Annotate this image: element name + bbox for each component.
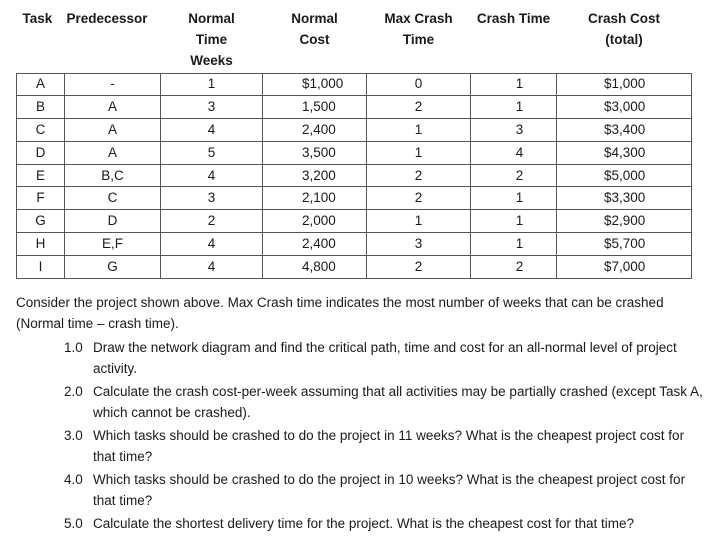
cell-task: H: [17, 233, 65, 256]
cell-crash-cost: $4,300: [557, 141, 692, 164]
cell-normal-cost: 2,100: [263, 187, 367, 210]
cell-normal-time: 4: [161, 233, 263, 256]
question-item: [64, 513, 704, 534]
question-text: Calculate the shortest delivery time for the project. What is the cheapest cost for that time?: [93, 516, 635, 531]
cell-max-crash-time: 1: [367, 141, 471, 164]
table-body: [17, 73, 692, 278]
header-task: Task: [22, 11, 53, 26]
header-normal-cost: Normal Cost: [291, 11, 338, 47]
cell-max-crash-time: 3: [367, 233, 471, 256]
cell-crash-time: 1: [471, 187, 557, 210]
cell-normal-cost: 2,400: [263, 119, 367, 142]
cell-task: A: [17, 73, 65, 96]
cell-task: B: [17, 96, 65, 119]
cell-task: C: [17, 119, 65, 142]
intro-paragraph: Consider the project shown above. Max Crash time indicates the most number of weeks that can be crashed (Normal time – crash time).: [16, 295, 664, 331]
cell-normal-cost: $1,000: [263, 73, 367, 96]
question-list: [64, 337, 704, 536]
cell-task: E: [17, 164, 65, 187]
question-number: 3.0: [64, 428, 83, 443]
cell-predecessor: C: [65, 187, 161, 210]
header-max-crash-time: Max Crash Time: [384, 11, 453, 47]
header-predecessor: Predecessor: [66, 11, 148, 26]
cell-predecessor: E,F: [65, 233, 161, 256]
cell-normal-cost: 3,500: [263, 141, 367, 164]
cell-normal-time: 3: [161, 96, 263, 119]
project-crash-table: [16, 6, 692, 279]
cell-predecessor: A: [65, 141, 161, 164]
question-number: 4.0: [64, 472, 83, 487]
cell-task: G: [17, 210, 65, 233]
cell-max-crash-time: 1: [367, 119, 471, 142]
cell-predecessor: A: [65, 119, 161, 142]
cell-crash-time: 1: [471, 233, 557, 256]
cell-max-crash-time: 1: [367, 210, 471, 233]
cell-task: F: [17, 187, 65, 210]
cell-max-crash-time: 2: [367, 187, 471, 210]
cell-normal-time: 1: [161, 73, 263, 96]
question-number: 5.0: [64, 516, 83, 531]
cell-crash-cost: $7,000: [557, 255, 692, 278]
question-number: 2.0: [64, 384, 83, 399]
cell-crash-cost: $3,400: [557, 119, 692, 142]
cell-normal-cost: 4,800: [263, 255, 367, 278]
cell-max-crash-time: 2: [367, 96, 471, 119]
cell-normal-cost: 3,200: [263, 164, 367, 187]
question-text: Draw the network diagram and find the critical path, time and cost for an all-normal level of project activity.: [93, 340, 677, 376]
cell-normal-time: 5: [161, 141, 263, 164]
table-row: [17, 164, 692, 187]
question-item: [64, 469, 704, 511]
header-crash-cost: Crash Cost (total): [587, 11, 660, 47]
table-row: [17, 187, 692, 210]
cell-normal-time: 4: [161, 119, 263, 142]
cell-crash-cost: $2,900: [557, 210, 692, 233]
cell-predecessor: G: [65, 255, 161, 278]
cell-crash-cost: $5,700: [557, 233, 692, 256]
question-item: [64, 425, 704, 467]
cell-max-crash-time: 0: [367, 73, 471, 96]
table-row: [17, 210, 692, 233]
cell-crash-time: 1: [471, 73, 557, 96]
cell-predecessor: B,C: [65, 164, 161, 187]
cell-normal-time: 4: [161, 255, 263, 278]
cell-crash-time: 4: [471, 141, 557, 164]
table-row: [17, 141, 692, 164]
cell-crash-time: 3: [471, 119, 557, 142]
cell-normal-time: 2: [161, 210, 263, 233]
cell-predecessor: A: [65, 96, 161, 119]
cell-normal-cost: 1,500: [263, 96, 367, 119]
header-normal-time: Normal Time Weeks: [188, 11, 235, 68]
cell-crash-cost: $3,000: [557, 96, 692, 119]
cell-normal-time: 4: [161, 164, 263, 187]
cell-predecessor: D: [65, 210, 161, 233]
cell-crash-time: 2: [471, 255, 557, 278]
cell-task: I: [17, 255, 65, 278]
table-row: [17, 96, 692, 119]
cell-normal-cost: 2,400: [263, 233, 367, 256]
question-text: Calculate the crash cost-per-week assuming that all activities may be partially crashed (except Task A, which cannot be crashed).: [93, 384, 703, 420]
cell-max-crash-time: 2: [367, 164, 471, 187]
cell-normal-cost: 2,000: [263, 210, 367, 233]
question-text: Which tasks should be crashed to do the project in 10 weeks? What is the cheapest project cost for that time?: [93, 472, 686, 508]
cell-normal-time: 3: [161, 187, 263, 210]
cell-task: D: [17, 141, 65, 164]
question-item: [64, 381, 704, 423]
cell-predecessor: -: [65, 73, 161, 96]
table-header-row: [17, 6, 692, 73]
question-item: [64, 337, 704, 379]
table-row: [17, 255, 692, 278]
cell-crash-cost: $3,300: [557, 187, 692, 210]
table-row: [17, 119, 692, 142]
table-row: [17, 73, 692, 96]
cell-crash-time: 1: [471, 96, 557, 119]
cell-crash-time: 2: [471, 164, 557, 187]
cell-crash-cost: $1,000: [557, 73, 692, 96]
table-row: [17, 233, 692, 256]
cell-crash-time: 1: [471, 210, 557, 233]
cell-crash-cost: $5,000: [557, 164, 692, 187]
header-crash-time: Crash Time: [476, 11, 551, 26]
question-text: Which tasks should be crashed to do the project in 11 weeks? What is the cheapest project cost for that time?: [93, 428, 685, 464]
question-number: 1.0: [64, 340, 83, 355]
cell-max-crash-time: 2: [367, 255, 471, 278]
